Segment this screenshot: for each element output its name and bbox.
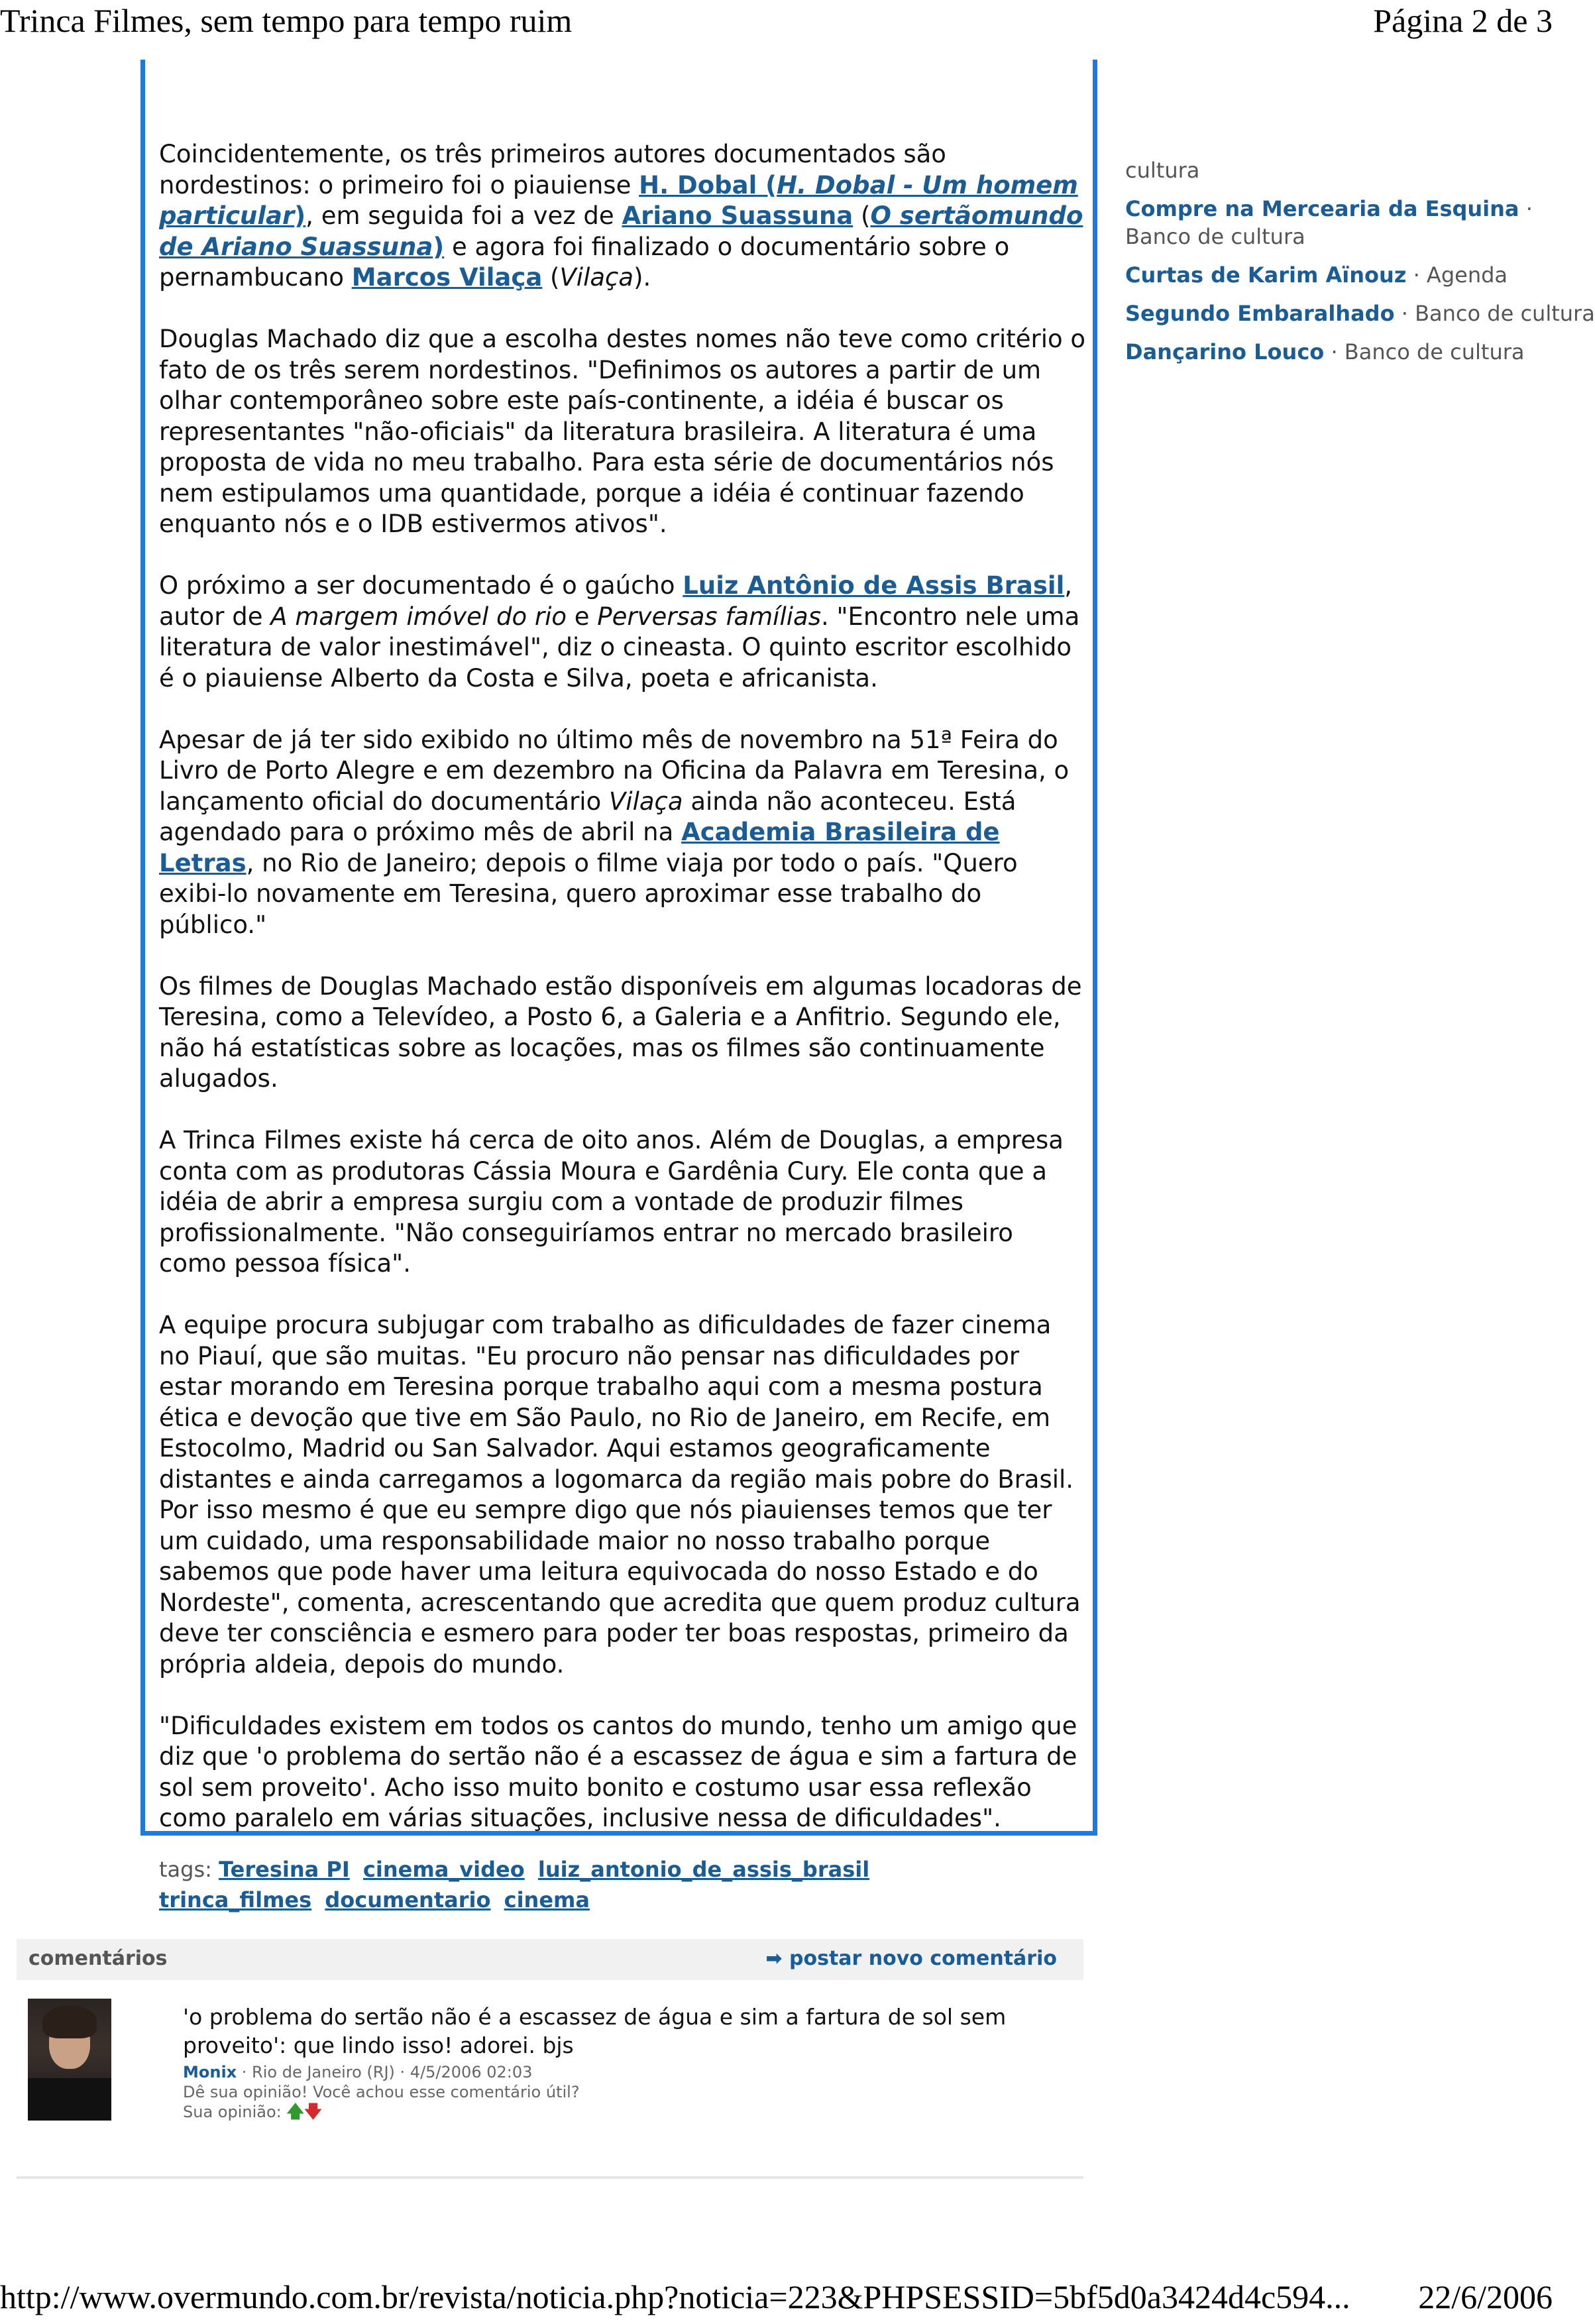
sidebar-link[interactable]: Dançarino Louco: [1125, 339, 1325, 364]
tags-label: tags:: [159, 1857, 212, 1882]
print-header: [0, 0, 1553, 41]
comment-item: [183, 2003, 1011, 2122]
article-paragraph: Douglas Machado diz que a escolha destes nomes não teve como critério o fato de os três serem nordestinos. "Definimos os autores a partir de um olhar contemporâneo sobre este país-continente, a idéia é buscar os representantes "não-oficiais" da literatura brasileira. A literatura é uma proposta de vida no meu trabalho. Para esta série de documentários nós nem estipulamos uma quantidade, porque a idéia é continuar fazendo enquanto nós e o IDB estivermos ativos".: [159, 325, 1086, 538]
sidebar-link[interactable]: Compre na Mercearia da Esquina: [1125, 196, 1519, 221]
post-comment-button[interactable]: ➡ postar novo comentário: [765, 1947, 1057, 1970]
sidebar-category: Banco de cultura: [1344, 339, 1525, 364]
comment-opinion: Sua opinião: 🡅🡇: [183, 2102, 322, 2122]
sidebar-category: Banco de cultura: [1415, 301, 1595, 326]
avatar[interactable]: [28, 1999, 111, 2121]
sidebar-item: Curtas de Karim Aïnouz · Agenda: [1125, 262, 1508, 288]
link-academia-brasileira[interactable]: Academia Brasileira de Letras: [159, 818, 1000, 877]
article-paragraph: Os filmes de Douglas Machado estão disponíveis em algumas locadoras de Teresina, como a Televídeo, a Posto 6, a Galeria e a Anfitrio. Segundo ele, não há estatísticas sobre as locações, mas os filmes são continuamente alugados.: [159, 971, 1082, 1093]
arrow-right-icon: ➡: [765, 1947, 783, 1970]
tag-link[interactable]: documentario: [325, 1887, 491, 1912]
sidebar-item: Segundo Embaralhado · Banco de cultura: [1125, 301, 1595, 326]
tag-link[interactable]: luiz_antonio_de_assis_brasil: [537, 1857, 870, 1882]
sidebar-link[interactable]: Segundo Embaralhado: [1125, 301, 1395, 326]
comments-header: [17, 1939, 1083, 1980]
comment-useful-prompt: Dê sua opinião! Você achou esse comentário útil?: [183, 2083, 580, 2101]
comments-title: comentários: [28, 1947, 168, 1970]
print-date: 22/6/2006: [1418, 2278, 1553, 2315]
sidebar-link[interactable]: Curtas de Karim Aïnouz: [1125, 262, 1407, 288]
article-paragraph: A equipe procura subjugar com trabalho as dificuldades de fazer cinema no Piauí, que são muitas. "Eu procuro não pensar nas dificuldades por estar morando em Teresina porque trabalho aqui com a mesma postura ética e devoção que tive em São Paulo, no Rio de Janeiro, em Recife, em Estocolmo, Madrid ou San Salvador. Aqui estamos geograficamente distantes e ainda carregamos a logomarca da região mais pobre do Brasil. Por isso mesmo é que eu sempre digo que nós piauienses temos que ter um cuidado, uma responsabilidade maior no nosso trabalho porque sabemos que pode haver uma leitura equivocada do nosso Estado e do Nordeste", comenta, acrescentando que acredita que quem produz cultura deve ter consciência e esmero para poder ter boas respostas, primeiro da própria aldeia, depois do mundo.: [159, 1311, 1081, 1679]
page-number: Página 2 de 3: [1373, 2, 1553, 39]
link-h-dobal[interactable]: H. Dobal: [639, 170, 757, 199]
print-footer: [0, 2276, 1553, 2317]
related-sidebar: [1125, 156, 1595, 376]
sidebar-top-text: cultura: [1125, 158, 1200, 183]
sidebar-category: Agenda: [1426, 262, 1508, 288]
thumbs-down-arrow-icon[interactable]: 🡇: [304, 2102, 322, 2122]
sidebar-category: Banco de cultura: [1125, 224, 1305, 249]
sidebar-item: Compre na Mercearia da Esquina · Banco de cultura: [1125, 196, 1533, 249]
comment-meta: Monix · Rio de Janeiro (RJ) · 4/5/2006 02:03: [183, 2063, 533, 2081]
link-marcos-vilaca[interactable]: Marcos Vilaça: [351, 263, 543, 292]
link-ariano-suassuna[interactable]: Ariano Suassuna: [622, 201, 853, 230]
sidebar-item: Dançarino Louco · Banco de cultura: [1125, 339, 1525, 364]
article-body: [159, 139, 1087, 1865]
page-url: http://www.overmundo.com.br/revista/noticia.php?noticia=223&PHPSESSID=5bf5d0a3424d4c594...: [0, 2278, 1350, 2315]
page-title: Trinca Filmes, sem tempo para tempo ruim: [0, 2, 573, 39]
tag-link[interactable]: cinema_video: [362, 1857, 525, 1882]
comment-text: 'o problema do sertão não é a escassez de água e sim a fartura de sol sem proveito': que lindo isso! adorei. bjs: [183, 2004, 1007, 2058]
divider: [17, 2176, 1083, 2179]
link-h-dobal-doc[interactable]: (H. Dobal - Um homem particular): [159, 170, 1078, 230]
article-paragraph: "Dificuldades existem em todos os cantos do mundo, tenho um amigo que diz que 'o problema do sertão não é a escassez de água e sim a fartura de sol sem proveito'. Acho isso muito bonito e costumo usar essa reflexão como paralelo em várias situações, inclusive nessa de dificuldades".: [159, 1711, 1077, 1832]
link-suassuna-doc[interactable]: O sertãomundo de Ariano Suassuna): [159, 201, 1083, 261]
article-paragraph: Apesar de já ter sido exibido no último mês de novembro na 51ª Feira do Livro de Porto Alegre e em dezembro na Oficina da Palavra em Teresina, o lançamento oficial do documentário Vilaça ainda não aconteceu. Está agendado para o próximo mês de abril na Academia Brasileira de Letras, no Rio de Janeiro; depois o filme viaja por todo o país. "Quero exibi-lo novamente em Teresina, quero aproximar esse trabalho do público.": [159, 725, 1070, 939]
link-assis-brasil[interactable]: Luiz Antônio de Assis Brasil: [683, 571, 1065, 600]
comment-author[interactable]: Monix: [183, 2063, 237, 2081]
article-paragraph: A Trinca Filmes existe há cerca de oito anos. Além de Douglas, a empresa conta com as produtoras Cássia Moura e Gardênia Cury. Ele conta que a idéia de abrir a empresa surgiu com a vontade de produzir filmes profissionalmente. "Não conseguiríamos entrar no mercado brasileiro como pessoa física".: [159, 1126, 1064, 1278]
thumbs-up-arrow-icon[interactable]: 🡅: [286, 2102, 305, 2122]
tags-list: [159, 1854, 1034, 1915]
article-paragraph: Coincidentemente, os três primeiros autores documentados são nordestinos: o primeiro foi o piauiense H. Dobal (H. Dobal - Um homem particular), em seguida foi a vez de Ariano Suassuna (O sertãomundo de Ariano Suassuna) e agora foi finalizado o documentário sobre o pernambucano Marcos Vilaça (Vilaça).: [159, 140, 1083, 292]
tag-link[interactable]: trinca_filmes: [159, 1887, 312, 1912]
tag-link[interactable]: cinema: [504, 1887, 590, 1912]
tag-link[interactable]: Teresina PI: [219, 1857, 350, 1882]
article-paragraph: O próximo a ser documentado é o gaúcho Luiz Antônio de Assis Brasil, autor de A margem imóvel do rio e Perversas famílias. "Encontro nele uma literatura de valor inestimável", diz o cineasta. O quinto escritor escolhido é o piauiense Alberto da Costa e Silva, poeta e africanista.: [159, 571, 1080, 692]
